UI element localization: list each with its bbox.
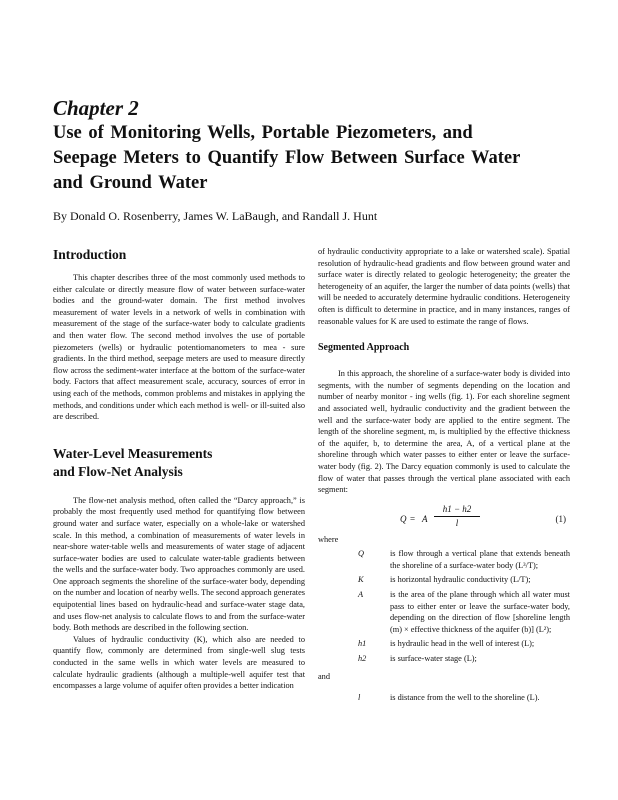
definition-item bbox=[318, 692, 570, 704]
introduction-heading: Introduction bbox=[53, 247, 127, 262]
flow-net-heading-line2: and Flow-Net Analysis bbox=[53, 463, 183, 479]
definition-text: is hydraulic head in the well of interest (L); bbox=[390, 639, 535, 649]
where-label: where bbox=[318, 534, 339, 544]
definition-item bbox=[318, 574, 570, 586]
definition-list bbox=[318, 548, 570, 664]
segmented-approach-heading: Segmented Approach bbox=[318, 342, 410, 354]
darcy-equation bbox=[318, 504, 570, 534]
definition-text: is distance from the well to the shoreline (L). bbox=[390, 693, 540, 703]
equation-lhs: Q bbox=[400, 513, 407, 524]
and-label: and bbox=[318, 671, 330, 681]
left-column bbox=[53, 246, 305, 692]
continued-paragraph: of hydraulic conductivity appropriate to a lake or watershed scale). Spatial resolution of hydraulic-head gradients and flow between ground water and surface water is directly related to geologic heterogeneity; the greater the heterogeneity of an aquifer, the larger the number of data points (wells) that will be needed to accurately determine hydraulic conditions. Heterogeneity often is difficult to determine in practice, and in many instances, ranges of reasonable values for K are used to estimate the range of flows. bbox=[318, 247, 570, 326]
definition-item bbox=[318, 638, 570, 650]
equation-numerator: h1 − h2 bbox=[434, 504, 480, 518]
equation-fraction bbox=[434, 504, 480, 530]
equation-number: (1) bbox=[555, 513, 566, 524]
authors: By Donald O. Rosenberry, James W. LaBaugh, and Randall J. Hunt bbox=[53, 209, 378, 223]
introduction-paragraph: This chapter describes three of the most commonly used methods to either calculate or directly measure flow of water between surface-water bodies and the ground-water domain. The first method involves measurement of water levels in a network of wells in combination with measurement of the stage of the surface-water body to calculate gradients and then water flow. The second method involves the use of portable piezometers (wells) or hydraulic potentiomanometers to mea - sure gradients. In the third method, seepage meters are used to measure directly flow across the sediment-water interface at the bottom of the surface-water body. Factors that affect measurement scale, accuracy, sources of error in using each of the methods, common problems and mistakes in applying the methods, and conditions under which each method is well- or ill-suited also are described. bbox=[53, 273, 305, 422]
definition-symbol: h2 bbox=[358, 654, 367, 664]
definition-symbol: A bbox=[358, 590, 364, 600]
chapter-label: Chapter 2 bbox=[53, 96, 139, 120]
flow-net-paragraph-2: Values of hydraulic conductivity (K), which also are needed to quantify flow, commonly are determined from single-well slug tests conducted in the same wells in which water levels are measured to calculate hydraulic gradients (although a multiple-well aquifer test that encompasses a large volume of aquifer often provides a better indication bbox=[53, 634, 305, 691]
definition-text: is the area of the plane through which all water must pass to either enter or leave the surface-water body, depending on the direction of flow [shoreline length (m) × effective thickness of the aquifer (b)] (L²); bbox=[390, 590, 570, 634]
definition-text: is surface-water stage (L); bbox=[390, 654, 477, 664]
definition-text: is flow through a vertical plane that extends beneath the shoreline of a surface-water body (L³/T); bbox=[390, 549, 570, 570]
definition-symbol: Q bbox=[358, 549, 364, 559]
equation-operator: = bbox=[410, 513, 416, 524]
definition-item bbox=[318, 653, 570, 665]
definition-symbol: h1 bbox=[358, 639, 367, 649]
right-column bbox=[318, 246, 570, 704]
segmented-approach-paragraph: In this approach, the shoreline of a surface-water body is divided into segments, with the number of segments depending on the location and number of nearby monitor - ing wells (fig. 1). For each shoreline segment and associated well, hydraulic conductivity and the gradient between the well and the surface-water body are applied to the entire segment. The length of the shoreline segment, m, is multiplied by the effective thickness of the aquifer, b, to determine the area, A, of a vertical plane at the shoreline through which water passes to either enter or leave the surface-water body (fig. 2). The Darcy equation commonly is used to calculate the flow of water that passes through the vertical plane associated with each segment: bbox=[318, 369, 570, 495]
definition-item bbox=[318, 589, 570, 635]
definition-text: is horizontal hydraulic conductivity (L/T); bbox=[390, 575, 531, 585]
flow-net-heading-line1: Water-Level Measurements bbox=[53, 445, 213, 461]
definition-symbol: l bbox=[358, 693, 361, 703]
equation-factor: A bbox=[422, 513, 428, 524]
equation-denominator: l bbox=[455, 518, 459, 529]
definition-symbol: K bbox=[358, 575, 364, 585]
definition-item bbox=[318, 548, 570, 571]
chapter-title: Use of Monitoring Wells, Portable Piezometers, and Seepage Meters to Quantify Flow Between Surface Water and Ground Water bbox=[53, 123, 520, 193]
flow-net-paragraph-1: The flow-net analysis method, often called the “Darcy approach,” is probably the most frequently used method for quantifying flow between ground water and surface water, especially on a whole-lake or watershed scale. In this method, a combination of measurements of water levels in near-shore water-table wells and measurements of water stage of adjacent surface-water bodies are used to calculate water-table gradients between the wells and the surface-water body. Two approaches commonly are used. One approach segments the shoreline of the surface-water body, depending on the number and location of nearby wells. The second approach generates equipotential lines based on hydraulic-head and surface-water stage data, and uses flow-net analysis to calculate flows to and from the surface-water body. Both methods are described in the following section. bbox=[53, 495, 305, 633]
